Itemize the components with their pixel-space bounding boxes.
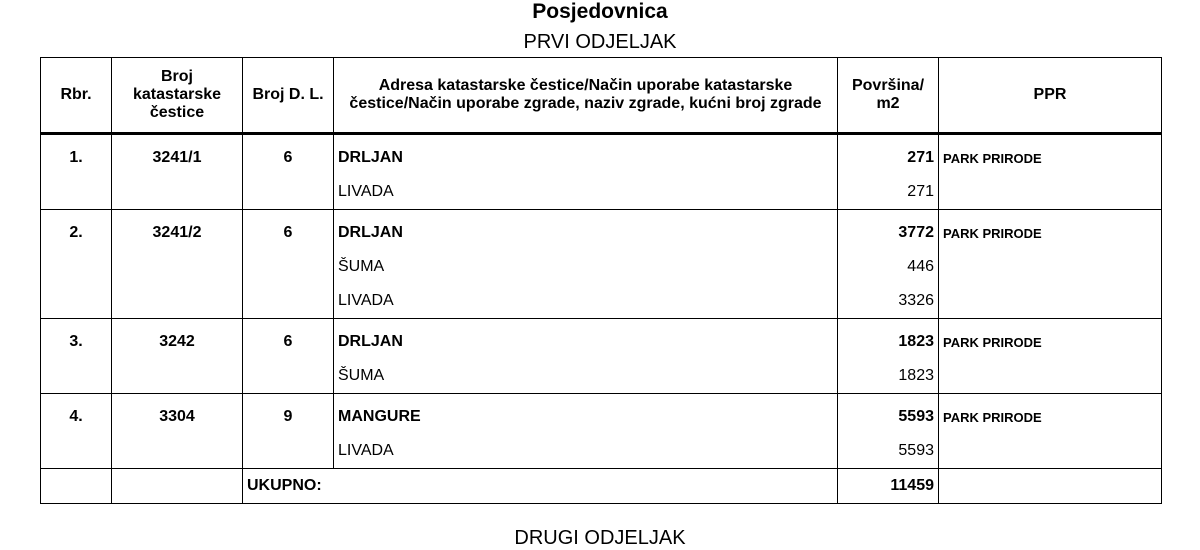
table-row	[41, 134, 1162, 176]
rbr-cell: 3.	[41, 319, 112, 360]
empty-cell	[112, 434, 243, 469]
broj-cestice-cell: 3242	[112, 319, 243, 360]
empty-cell	[939, 359, 1162, 394]
header-broj-cestice: Broj katastarske čestice	[112, 58, 243, 134]
header-ppr: PPR	[939, 58, 1162, 134]
povrsina-cell: 5593	[838, 394, 939, 435]
total-empty-cell	[41, 469, 112, 504]
table-subrow	[41, 434, 1162, 469]
empty-cell	[939, 175, 1162, 210]
total-value: 11459	[838, 469, 939, 504]
broj-dl-cell: 6	[243, 134, 334, 176]
rbr-cell: 2.	[41, 210, 112, 251]
table-row	[41, 319, 1162, 360]
total-label: UKUPNO:	[243, 469, 838, 504]
empty-cell	[243, 359, 334, 394]
empty-cell	[41, 434, 112, 469]
empty-cell	[112, 284, 243, 319]
header-povrsina: Površina/ m2	[838, 58, 939, 134]
povrsina-cell: 1823	[838, 319, 939, 360]
header-broj-dl: Broj D. L.	[243, 58, 334, 134]
adresa-cell: DRLJAN	[334, 210, 838, 251]
table-row	[41, 394, 1162, 435]
empty-cell	[243, 434, 334, 469]
header-adresa: Adresa katastarske čestice/Način uporabe katastarske čestice/Način uporabe zgrade, naziv zgrade, kućni broj zgrade	[334, 58, 838, 134]
broj-cestice-cell: 3304	[112, 394, 243, 435]
table-body	[41, 134, 1162, 469]
table-subrow	[41, 175, 1162, 210]
empty-cell	[41, 175, 112, 210]
empty-cell	[112, 359, 243, 394]
adresa-cell: DRLJAN	[334, 319, 838, 360]
empty-cell	[939, 250, 1162, 284]
total-empty-cell	[112, 469, 243, 504]
header-rbr: Rbr.	[41, 58, 112, 134]
total-row	[41, 469, 1162, 504]
broj-cestice-cell: 3241/1	[112, 134, 243, 176]
adresa-cell: MANGURE	[334, 394, 838, 435]
broj-dl-cell: 6	[243, 210, 334, 251]
nacin-uporabe-cell: LIVADA	[334, 434, 838, 469]
empty-cell	[939, 284, 1162, 319]
uporaba-povrsina-cell: 3326	[838, 284, 939, 319]
nacin-uporabe-cell: LIVADA	[334, 284, 838, 319]
broj-dl-cell: 6	[243, 319, 334, 360]
page-title: Posjedovnica	[532, 0, 668, 23]
ppr-cell: PARK PRIRODE	[939, 134, 1162, 176]
povrsina-cell: 3772	[838, 210, 939, 251]
empty-cell	[41, 284, 112, 319]
table-row	[41, 210, 1162, 251]
table-subrow	[41, 284, 1162, 319]
table-header-row	[41, 58, 1162, 134]
nacin-uporabe-cell: LIVADA	[334, 175, 838, 210]
broj-cestice-cell: 3241/2	[112, 210, 243, 251]
povrsina-cell: 271	[838, 134, 939, 176]
total-empty-cell	[939, 469, 1162, 504]
uporaba-povrsina-cell: 271	[838, 175, 939, 210]
nacin-uporabe-cell: ŠUMA	[334, 250, 838, 284]
uporaba-povrsina-cell: 5593	[838, 434, 939, 469]
empty-cell	[41, 250, 112, 284]
uporaba-povrsina-cell: 1823	[838, 359, 939, 394]
rbr-cell: 1.	[41, 134, 112, 176]
nacin-uporabe-cell: ŠUMA	[334, 359, 838, 394]
empty-cell	[41, 359, 112, 394]
empty-cell	[112, 175, 243, 210]
section-title: PRVI ODJELJAK	[523, 31, 677, 53]
rbr-cell: 4.	[41, 394, 112, 435]
ppr-cell: PARK PRIRODE	[939, 210, 1162, 251]
empty-cell	[243, 175, 334, 210]
empty-cell	[243, 250, 334, 284]
broj-dl-cell: 9	[243, 394, 334, 435]
uporaba-povrsina-cell: 446	[838, 250, 939, 284]
table-subrow	[41, 359, 1162, 394]
next-section-title: DRUGI ODJELJAK	[514, 527, 686, 549]
ppr-cell: PARK PRIRODE	[939, 319, 1162, 360]
table-subrow	[41, 250, 1162, 284]
ppr-cell: PARK PRIRODE	[939, 394, 1162, 435]
empty-cell	[112, 250, 243, 284]
adresa-cell: DRLJAN	[334, 134, 838, 176]
possession-table	[40, 57, 1162, 504]
empty-cell	[939, 434, 1162, 469]
empty-cell	[243, 284, 334, 319]
